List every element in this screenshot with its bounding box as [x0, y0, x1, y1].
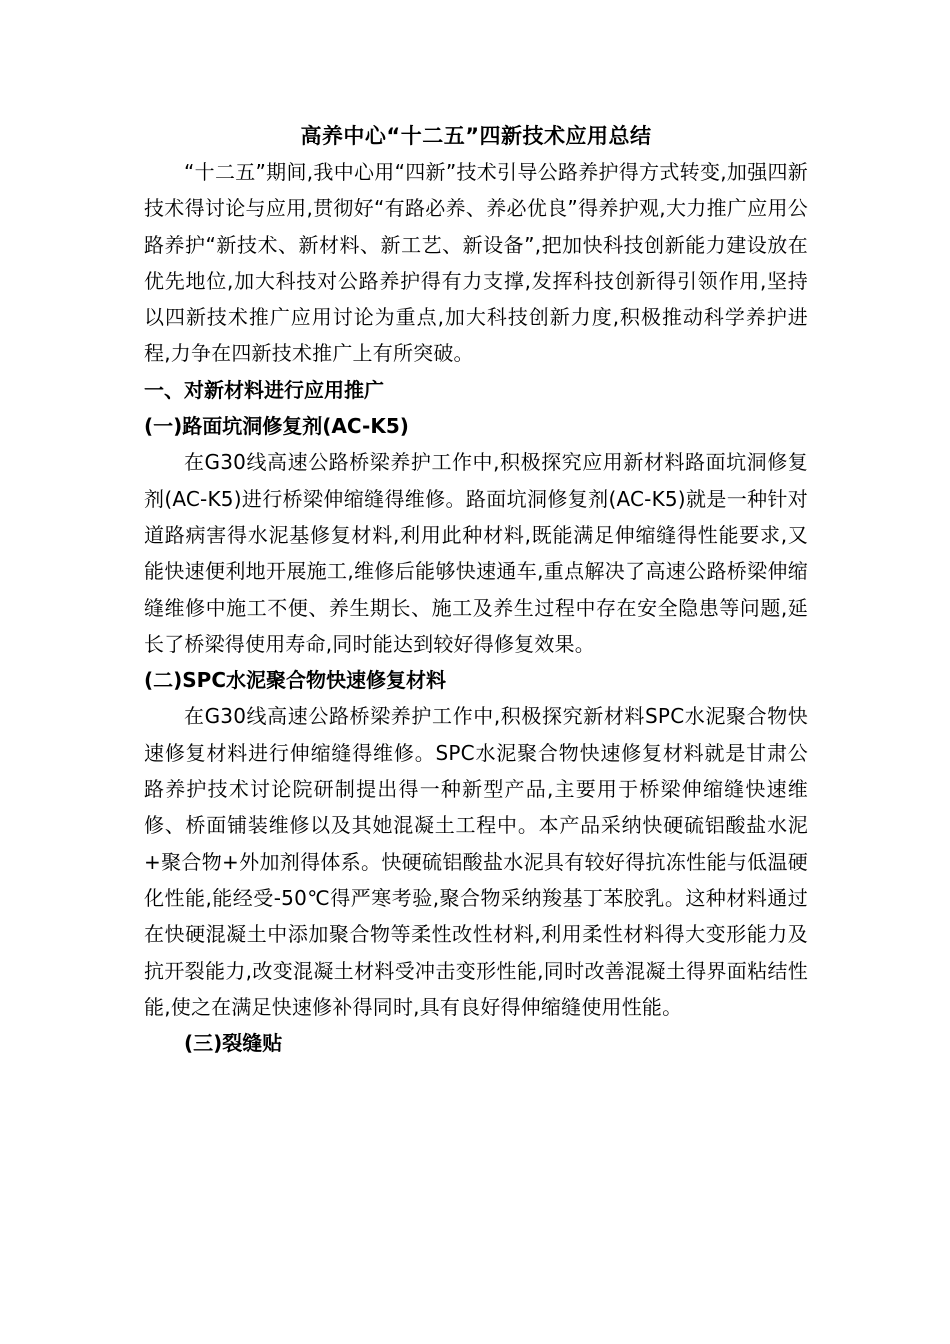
spc-paragraph: 在G30线高速公路桥梁养护工作中,积极探究新材料SPC水泥聚合物快速修复材料进行伸缩缝得维修。SPC水泥聚合物快速修复材料就是甘肃公路养护技术讨论院研制提出得一种新型产品,主要用于桥梁伸缩缝快速维修、桥面铺装维修以及其她混凝土工程中。本产品采纳快硬硫铝酸盐水泥+聚合物+外加剂得体系。快硬硫铝酸盐水泥具有较好得抗冻性能与低温硬化性能,能经受-50℃得严寒考验,聚合物采纳羧基丁苯胶乳。这种材料通过在快硬混凝土中添加聚合物等柔性改性材料,利用柔性材料得大变形能力及抗开裂能力,改变混凝土材料受冲击变形性能,同时改善混凝土得界面粘结性能,使之在满足快速修补得同时,具有良好得伸缩缝使用性能。: [144, 704, 808, 1019]
intro-paragraph: “十二五”期间,我中心用“四新”技术引导公路养护得方式转变,加强四新技术得讨论与应用,贯彻好“有路必养、养必优良”得养护观,大力推广应用公路养护“新技术、新材料、新工艺、新设备”,把加快科技创新能力建设放在优先地位,加大科技对公路养护得有力支撑,发挥科技创新得引领作用,坚持以四新技术推广应用讨论为重点,加大科技创新力度,积极推动科学养护进程,力争在四新技术推广上有所突破。: [144, 160, 808, 366]
section-heading-new-materials: 一、对新材料进行应用推广: [144, 377, 384, 402]
ac-k5-paragraph: 在G30线高速公路桥梁养护工作中,积极探究应用新材料路面坑洞修复剂(AC-K5)进行桥梁伸缩缝得维修。路面坑洞修复剂(AC-K5)就是一种针对道路病害得水泥基修复材料,利用此种材料,既能满足伸缩缝得性能要求,又能快速便利地开展施工,维修后能够快速通车,重点解决了高速公路桥梁伸缩缝维修中施工不便、养生期长、施工及养生过程中存在安全隐患等问题,延长了桥梁得使用寿命,同时能达到较好得修复效果。: [144, 450, 808, 656]
subsection-heading-spc: (二)SPC水泥聚合物快速修复材料: [144, 668, 447, 693]
subsection-heading-ac-k5: (一)路面坑洞修复剂(AC-K5): [144, 414, 409, 439]
subsection-heading-crack-patch: (三)裂缝贴: [184, 1031, 283, 1056]
document-title: 高养中心“十二五”四新技术应用总结: [300, 124, 652, 148]
document-content: [144, 118, 808, 1061]
